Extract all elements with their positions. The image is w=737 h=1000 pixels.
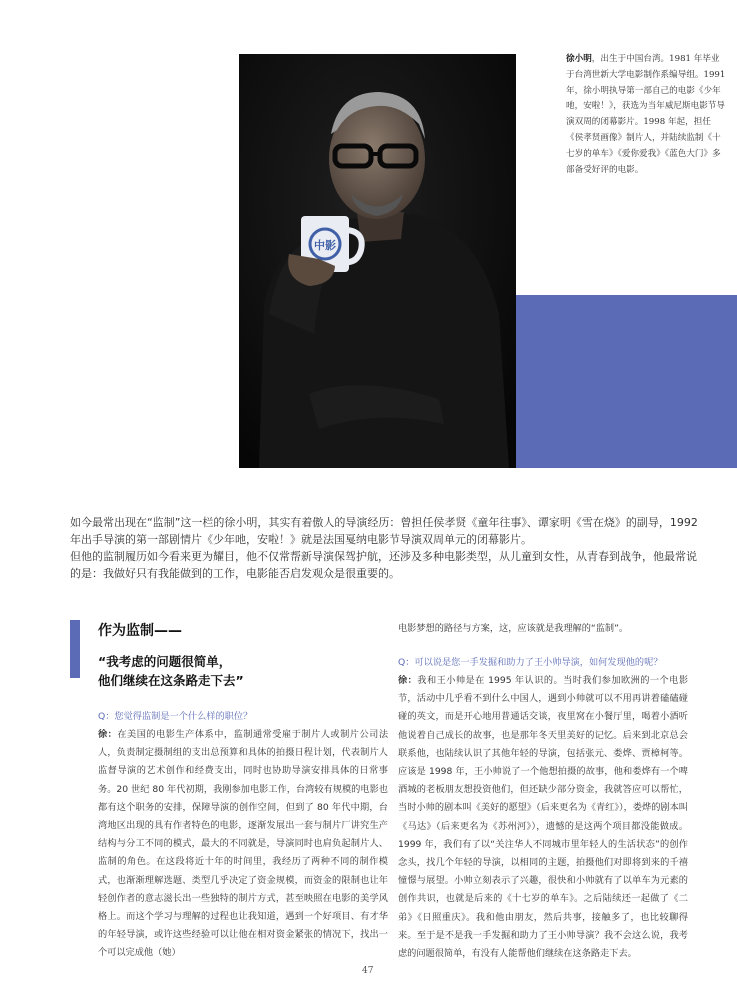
pull-quote: [98, 652, 378, 690]
director-portrait-illustration: [239, 54, 516, 468]
photo-caption: [566, 52, 726, 178]
caption-name: 徐小明: [566, 54, 592, 64]
section-accent-bar: [70, 620, 80, 678]
intro-paragraph-2: 但他的监制履历如今看来更为耀目，他不仅常帮新导演保驾护航，还涉及多种电影类型，从儿童到女性，从青春到战争，他最常说的是：我做好只有我能做到的工作，电影能否启发观众是很重要的。: [70, 550, 697, 580]
caption-text: ，出生于中国台湾。1981 年毕业于台湾世新大学电影制作系编导组。1991 年，徐小明执导第一部自己的电影《少年吔，安啦！》，获选为当年威尼斯电影节导演双周的闭幕影片。1998 年起，担任《侯孝贤画像》制片人，并陆续监制《十七岁的单车》《爱你爱我》《蓝色大门》多部备受好评的电影。: [566, 54, 726, 175]
answer-2-text: 我和王小帅是在 1995 年认识的。当时我们参加欧洲的一个电影节，活动中几乎看不到什么中国人，遇到小帅就可以不用再讲着磕磕碰碰的英文，而是开心地用普通话交谈，夜里窝在小餐厅里，喝着小酒听他说着自己成长的故事，也是那年冬天里美好的记忆。后来到北京总会联系他，也陆续认识了其他年轻的导演，包括张元、娄烨、贾樟柯等。应该是 1998 年，王小帅说了一个他想拍摄的故事，他和娄烨有一个啤酒城的老板朋友想投资他们，但还缺少部分资金，我就答应可以帮忙，当时小帅的剧本叫《美好的愿望》（后来更名为《青红》），娄烨的剧本叫《马达》（后来更名为《苏州河》），遗憾的是这两个项目都没能做成。1999 年，我们有了以“关注华人不同城市里年轻人的生活状态”的创作念头，找几个年轻的导演，以相同的主题，拍摄他们对即将到来的千禧憧憬与展望。小帅立刻表示了兴趣，很快和小帅就有了以单车为元素的创作共识，也就是后来的《十七岁的单车》。之后陆续还一起做了《二弟》《日照重庆》。我和他由朋友，然后共事，接触多了，也比较聊得来。至于是不是我一手发掘和助力了王小帅导演？我不会这么说，我考虑的问题很简单，有没有人能帮他们继续在这条路走下去。: [398, 675, 689, 960]
answer-1: [98, 726, 388, 963]
intro-paragraph-1: 如今最常出现在“监制”这一栏的徐小明，其实有着傲人的导演经历：曾担任侯孝贤《童年往事》、谭家明《雪在烧》的副导，1992 年出手导演的第一部剧情片《少年吔，安啦！》就是法国戛纳电影节导演双周单元的闭幕影片。: [70, 516, 698, 546]
question-1: Q：您觉得监制是一个什么样的职位？: [98, 711, 253, 722]
pull-quote-line-2: 他们继续在这条路走下去”: [98, 673, 244, 688]
page-number: 47: [362, 966, 374, 976]
answer-1-speaker: 徐：: [98, 729, 118, 740]
mug-logo-text: 中影: [314, 239, 336, 252]
answer-1-continued: 电影梦想的路径与方案，这，应该就是我理解的“监制”。: [398, 623, 629, 634]
intro-paragraphs: [70, 514, 700, 582]
answer-2: [398, 672, 688, 963]
question-2: Q：可以说是您一手发掘和助力了王小帅导演，如何发现他的呢？: [398, 657, 663, 668]
answer-2-speaker: 徐：: [398, 675, 418, 686]
answer-1-text: 在美国的电影生产体系中，监制通常受雇于制片人或制片公司法人，负责制定摄制组的支出总预算和具体的拍摄日程计划，代表制片人监督导演的艺术创作和经费支出，同时也协助导演安排具体的日常事务。20 世纪 80 年代初期，我刚参加电影工作，台湾较有规模的电影也都有这个职务的安排，保障导演的创作空间，但到了 80 年代中期，台湾地区出现的具有作者特色的电影，逐渐发展出一套与制片厂讲究生产结构与分工不同的模式，最大的不同就是，导演同时也肩负起制片人、监制的角色。在这段将近十年的时间里，我经历了两种不同的制作模式，也渐渐理解选题、类型几乎决定了资金规模，而资金的限制也让年轻创作者的意志滋长出一些独特的制片方式，甚至映照在电影的美学风格上。而这个学习与理解的过程也让我知道，遇到一个好项目、有才华的年轻导演，或许这些经验可以让他在相对资金紧张的情况下，找出一个可以完成他（她）: [98, 729, 389, 959]
accent-block: [516, 295, 737, 468]
section-title: 作为监制——: [98, 623, 182, 639]
director-photo: [239, 54, 516, 468]
pull-quote-line-1: “我考虑的问题很简单，: [98, 654, 232, 669]
